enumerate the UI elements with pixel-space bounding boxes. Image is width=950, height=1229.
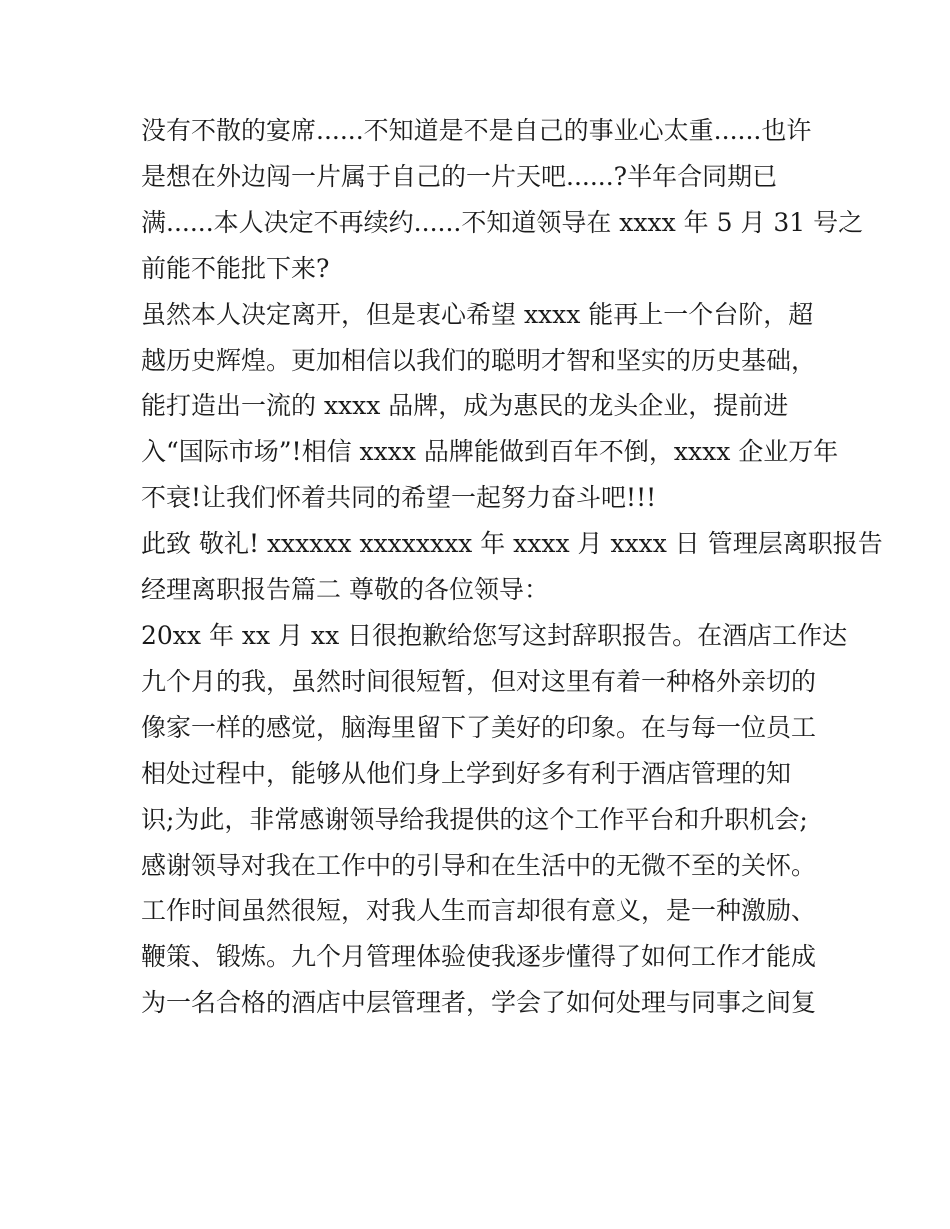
text-line: 识;为此，非常感谢领导给我提供的这个工作平台和升职机会; xyxy=(141,804,808,834)
text-line: 入“国际市场”!相信 xxxx 品牌能做到百年不倒，xxxx 企业万年 xyxy=(141,437,839,467)
text-line: 能打造出一流的 xxxx 品牌，成为惠民的龙头企业，提前进 xyxy=(141,391,789,421)
text-line: 是想在外边闯一片属于自己的一片天吧......?半年合同期已 xyxy=(141,161,778,191)
text-line: 为一名合格的酒店中层管理者，学会了如何处理与同事之间复 xyxy=(141,988,817,1018)
text-line: 20xx 年 xx 月 xx 日很抱歉给您写这封辞职报告。在酒店工作达 xyxy=(141,620,848,650)
text-line: 鞭策、锻炼。九个月管理体验使我逐步懂得了如何工作才能成 xyxy=(141,942,817,972)
text-line: 前能不能批下来? xyxy=(141,253,330,283)
document-body xyxy=(141,108,883,1026)
text-line: 没有不散的宴席......不知道是不是自己的事业心太重......也许 xyxy=(141,116,812,145)
text-line: 此致 敬礼! xxxxxx xxxxxxxx 年 xxxx 月 xxxx 日 管理层离职报告 xyxy=(141,529,883,559)
text-line: 经理离职报告篇二 尊敬的各位领导： xyxy=(141,575,549,605)
text-line: 满......本人决定不再续约......不知道领导在 xxxx 年 5 月 31 号之 xyxy=(141,207,864,237)
text-line: 像家一样的感觉，脑海里留下了美好的印象。在与每一位员工 xyxy=(141,712,817,742)
text-line: 不衰!让我们怀着共同的希望一起努力奋斗吧!!! xyxy=(141,483,657,513)
text-line: 九个月的我，虽然时间很短暂，但对这里有着一种格外亲切的 xyxy=(141,666,817,696)
text-line: 相处过程中，能够从他们身上学到好多有利于酒店管理的知 xyxy=(141,758,792,788)
text-line: 工作时间虽然很短，对我人生而言却很有意义，是一种激励、 xyxy=(141,896,817,926)
text-line: 越历史辉煌。更加相信以我们的聪明才智和坚实的历史基础， xyxy=(141,345,817,375)
text-line: 虽然本人决定离开，但是衷心希望 xxxx 能再上一个台阶，超 xyxy=(141,299,814,329)
text-line: 感谢领导对我在工作中的引导和在生活中的无微不至的关怀。 xyxy=(141,850,817,880)
